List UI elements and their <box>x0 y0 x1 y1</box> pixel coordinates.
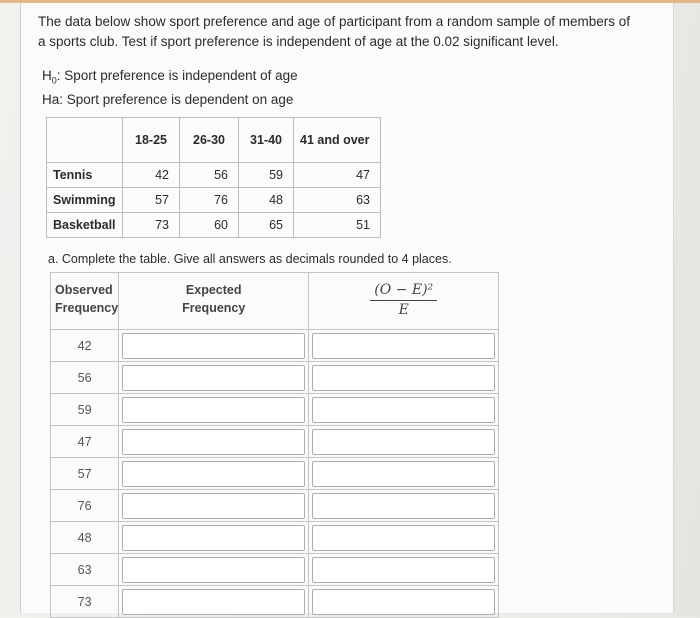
table-cell: 56 <box>180 163 239 188</box>
answer-row <box>51 330 499 362</box>
question-line-2: a sports club. Test if sport preference is independent of age at the 0.02 significant level. <box>38 34 559 49</box>
table-cell: 60 <box>180 213 239 238</box>
corner-cell <box>47 118 123 163</box>
observed-header-line-1: Observed <box>55 283 113 297</box>
chi-component-input[interactable] <box>312 333 495 359</box>
table-cell: 57 <box>123 188 180 213</box>
chi-component-input[interactable] <box>312 525 495 551</box>
chi-component-input[interactable] <box>312 365 495 391</box>
chi-component-input[interactable] <box>312 557 495 583</box>
table-cell: 59 <box>239 163 294 188</box>
row-label: Tennis <box>47 163 123 188</box>
col-header-18-25: 18-25 <box>123 118 180 163</box>
col-header-26-30: 26-30 <box>180 118 239 163</box>
h0-subscript: 0 <box>51 75 57 86</box>
part-a-instruction: a. Complete the table. Give all answers as decimals rounded to 4 places. <box>48 252 452 266</box>
answer-row <box>51 426 499 458</box>
formula-denominator: E <box>398 302 409 318</box>
observed-value: 57 <box>51 458 119 490</box>
answer-row <box>51 522 499 554</box>
chi-component-input[interactable] <box>312 589 495 615</box>
table-row <box>47 188 381 213</box>
expected-cell <box>119 362 309 394</box>
expected-header <box>119 273 309 330</box>
answer-row <box>51 554 499 586</box>
chi-component-input[interactable] <box>312 429 495 455</box>
table-cell: 73 <box>123 213 180 238</box>
chi-cell <box>309 426 499 458</box>
chi-component-input[interactable] <box>312 461 495 487</box>
chi-cell <box>309 394 499 426</box>
expected-input[interactable] <box>122 429 305 455</box>
answer-row <box>51 458 499 490</box>
table-cell: 76 <box>180 188 239 213</box>
alternative-hypothesis: Ha: Sport preference is dependent on age <box>42 92 294 107</box>
chi-square-formula <box>370 281 437 319</box>
observed-value: 42 <box>51 330 119 362</box>
observed-header-line-2: Frequency <box>55 301 119 315</box>
chi-component-input[interactable] <box>312 493 495 519</box>
expected-cell <box>119 330 309 362</box>
answer-row <box>51 394 499 426</box>
table-cell: 48 <box>239 188 294 213</box>
expected-input[interactable] <box>122 461 305 487</box>
observed-value: 56 <box>51 362 119 394</box>
formula-numerator: (O − E)² <box>370 281 437 301</box>
table-cell: 65 <box>239 213 294 238</box>
answer-row <box>51 490 499 522</box>
header-row <box>47 118 381 163</box>
expected-input[interactable] <box>122 397 305 423</box>
observed-value: 76 <box>51 490 119 522</box>
expected-cell <box>119 426 309 458</box>
h0-letter: H <box>42 68 52 83</box>
observed-value: 73 <box>51 586 119 618</box>
expected-input[interactable] <box>122 365 305 391</box>
row-label: Swimming <box>47 188 123 213</box>
table-cell: 47 <box>294 163 381 188</box>
expected-input[interactable] <box>122 493 305 519</box>
chi-component-input[interactable] <box>312 397 495 423</box>
expected-cell <box>119 522 309 554</box>
expected-input[interactable] <box>122 589 305 615</box>
table-row <box>47 163 381 188</box>
observed-value: 59 <box>51 394 119 426</box>
null-hypothesis <box>42 68 298 86</box>
chi-cell <box>309 362 499 394</box>
col-header-31-40: 31-40 <box>239 118 294 163</box>
observed-header <box>51 273 119 330</box>
answer-table <box>50 272 499 618</box>
chi-cell <box>309 330 499 362</box>
question-text <box>38 12 658 52</box>
expected-cell <box>119 394 309 426</box>
observed-value: 47 <box>51 426 119 458</box>
expected-input[interactable] <box>122 525 305 551</box>
expected-header-line-1: Expected <box>185 283 242 297</box>
row-label: Basketball <box>47 213 123 238</box>
expected-cell <box>119 586 309 618</box>
expected-cell <box>119 554 309 586</box>
chi-cell <box>309 522 499 554</box>
chi-cell <box>309 586 499 618</box>
formula-header <box>309 273 499 330</box>
chi-cell <box>309 458 499 490</box>
table-cell: 63 <box>294 188 381 213</box>
answer-header-row <box>51 273 499 330</box>
h0-text: : Sport preference is independent of age <box>56 68 298 83</box>
expected-input[interactable] <box>122 333 305 359</box>
expected-cell <box>119 458 309 490</box>
chi-cell <box>309 490 499 522</box>
answer-table-container <box>50 272 434 615</box>
table-cell: 42 <box>123 163 180 188</box>
answer-row <box>51 362 499 394</box>
expected-header-line-2: Frequency <box>182 301 246 315</box>
observed-value: 48 <box>51 522 119 554</box>
table-cell: 51 <box>294 213 381 238</box>
col-header-41-over: 41 and over <box>294 118 381 163</box>
expected-cell <box>119 490 309 522</box>
question-line-1: The data below show sport preference and age of participant from a random sample of members of <box>38 14 631 29</box>
observed-value: 63 <box>51 554 119 586</box>
chi-cell <box>309 554 499 586</box>
expected-input[interactable] <box>122 557 305 583</box>
answer-row <box>51 586 499 618</box>
contingency-table <box>46 117 381 238</box>
table-row <box>47 213 381 238</box>
